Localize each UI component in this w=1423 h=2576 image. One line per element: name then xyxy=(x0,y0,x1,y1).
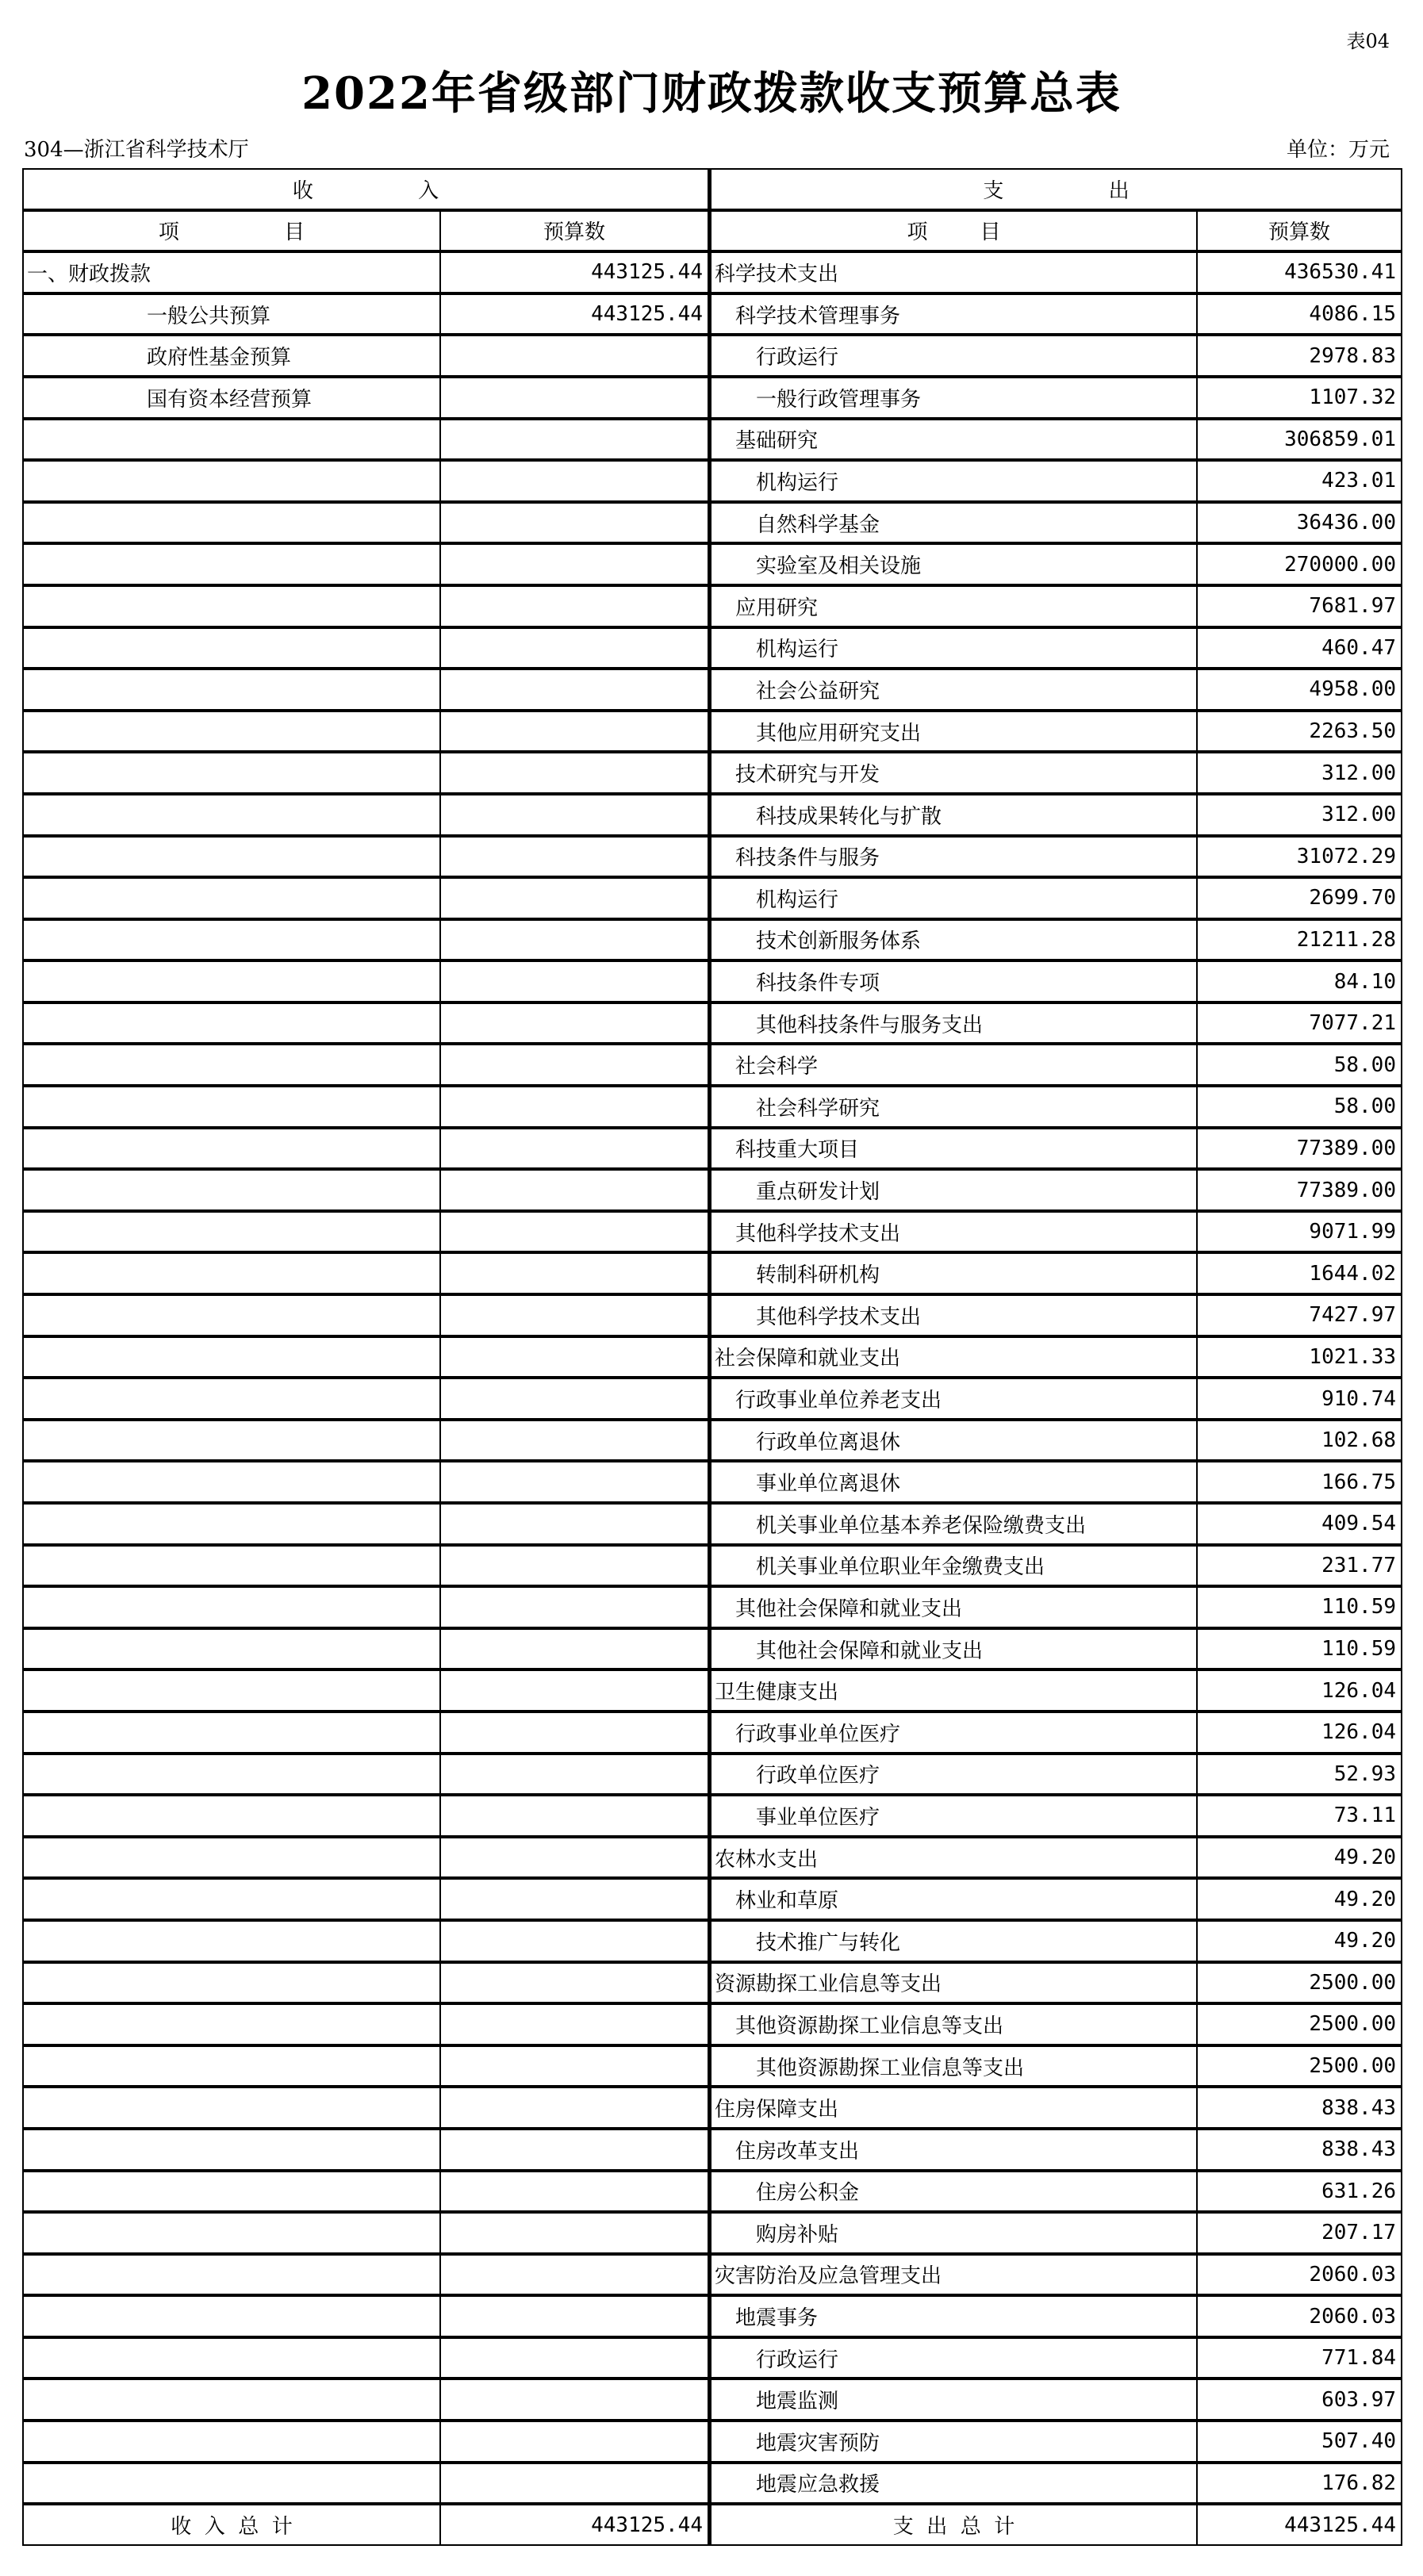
table-row xyxy=(22,1045,1402,1087)
income-item-cell xyxy=(22,1795,441,1837)
income-value-cell xyxy=(439,335,709,377)
table-row xyxy=(22,670,1402,712)
table-row xyxy=(22,629,1402,671)
expense-value-cell: 2500.00 xyxy=(1196,1962,1402,2004)
totals-row xyxy=(22,2505,1402,2547)
expense-item-cell: 科学技术支出 xyxy=(709,251,1198,293)
income-item-cell xyxy=(22,460,441,502)
expense-value-cell: 7077.21 xyxy=(1196,1002,1402,1045)
expense-value-cell: 2500.00 xyxy=(1196,2045,1402,2087)
income-value-cell xyxy=(439,1586,709,1628)
expense-value-cell: 58.00 xyxy=(1196,1044,1402,1086)
expense-item-cell: 购房补贴 xyxy=(709,2212,1198,2254)
expense-item-cell: 住房公积金 xyxy=(709,2171,1198,2213)
expense-value-cell: 409.54 xyxy=(1196,1503,1402,1545)
expense-value-cell: 270000.00 xyxy=(1196,543,1402,585)
expense-item-cell: 技术创新服务体系 xyxy=(709,919,1198,961)
expense-item-cell: 转制科研机构 xyxy=(709,1252,1198,1294)
table-header-row-2 xyxy=(22,212,1402,254)
income-item-cell xyxy=(22,836,441,878)
table-row xyxy=(22,253,1402,295)
expense-value-cell: 166.75 xyxy=(1196,1461,1402,1503)
income-item-cell xyxy=(22,877,441,919)
income-item-cell xyxy=(22,1962,441,2004)
income-value-cell xyxy=(439,1461,709,1503)
table-row xyxy=(22,1671,1402,1713)
income-item-cell xyxy=(22,502,441,544)
expense-value-cell: 312.00 xyxy=(1196,752,1402,794)
income-item-cell xyxy=(22,794,441,836)
table-row xyxy=(22,879,1402,921)
income-item-cell xyxy=(22,1128,441,1170)
table-row xyxy=(22,795,1402,838)
table-row xyxy=(22,1338,1402,1380)
expense-item-cell: 行政运行 xyxy=(709,2337,1198,2379)
income-value-cell xyxy=(439,1044,709,1086)
expense-value-cell: 460.47 xyxy=(1196,627,1402,669)
income-value-cell xyxy=(439,1128,709,1170)
income-value-cell xyxy=(439,2087,709,2129)
income-item-cell: 一般公共预算 xyxy=(22,293,441,335)
income-item-cell xyxy=(22,1628,441,1670)
income-item-cell: 国有资本经营预算 xyxy=(22,377,441,419)
income-value-cell xyxy=(439,1002,709,1045)
table-row xyxy=(22,712,1402,754)
table-row xyxy=(22,2172,1402,2214)
income-item-cell xyxy=(22,2003,441,2045)
expense-item-cell: 机构运行 xyxy=(709,460,1198,502)
income-value-cell xyxy=(439,1545,709,1587)
income-value-cell xyxy=(439,2171,709,2213)
income-value-cell xyxy=(439,2463,709,2505)
expense-item-header: 项 目 xyxy=(709,210,1198,252)
income-value-cell xyxy=(439,1503,709,1545)
table-row xyxy=(22,2256,1402,2298)
income-item-cell xyxy=(22,1837,441,1879)
expense-item-cell: 其他科技条件与服务支出 xyxy=(709,1002,1198,1045)
table-row xyxy=(22,1171,1402,1213)
income-item-cell xyxy=(22,2254,441,2296)
budget-table xyxy=(22,170,1402,2547)
table-row xyxy=(22,1004,1402,1046)
income-item-cell xyxy=(22,919,441,961)
income-item-cell xyxy=(22,1920,441,1962)
expense-item-cell: 地震应急救援 xyxy=(709,2463,1198,2505)
table-row xyxy=(22,545,1402,587)
expense-item-cell: 其他科学技术支出 xyxy=(709,1294,1198,1336)
income-item-cell xyxy=(22,1461,441,1503)
table-row xyxy=(22,2297,1402,2339)
expense-item-cell: 实验室及相关设施 xyxy=(709,543,1198,585)
income-item-cell xyxy=(22,2171,441,2213)
income-value-cell xyxy=(439,794,709,836)
income-value-cell xyxy=(439,1252,709,1294)
expense-value-cell: 110.59 xyxy=(1196,1586,1402,1628)
income-item-cell xyxy=(22,419,441,461)
income-value-cell xyxy=(439,1211,709,1253)
income-item-cell xyxy=(22,1545,441,1587)
income-value-cell xyxy=(439,752,709,794)
income-value-cell xyxy=(439,2295,709,2337)
expense-value-cell: 7427.97 xyxy=(1196,1294,1402,1336)
income-value-cell xyxy=(439,1795,709,1837)
income-value-cell xyxy=(439,1420,709,1462)
table-row xyxy=(22,1796,1402,1838)
table-row xyxy=(22,1254,1402,1296)
expense-value-cell: 603.97 xyxy=(1196,2379,1402,2421)
income-item-cell xyxy=(22,2087,441,2129)
expense-header: 支 出 xyxy=(709,168,1402,210)
table-row xyxy=(22,2422,1402,2464)
expense-item-cell: 科技成果转化与扩散 xyxy=(709,794,1198,836)
expense-item-cell: 地震事务 xyxy=(709,2295,1198,2337)
income-value-cell xyxy=(439,2254,709,2296)
income-value-cell xyxy=(439,1336,709,1378)
table-row xyxy=(22,462,1402,504)
expense-item-cell: 行政事业单位医疗 xyxy=(709,1712,1198,1754)
income-item-cell xyxy=(22,2295,441,2337)
table-row xyxy=(22,1713,1402,1755)
expense-item-cell: 地震监测 xyxy=(709,2379,1198,2421)
expense-value-cell: 838.43 xyxy=(1196,2129,1402,2171)
income-item-cell xyxy=(22,2129,441,2171)
income-item-cell xyxy=(22,1669,441,1712)
income-value-cell xyxy=(439,585,709,627)
table-row xyxy=(22,1213,1402,1255)
expense-value-cell: 31072.29 xyxy=(1196,836,1402,878)
expense-value-cell: 84.10 xyxy=(1196,960,1402,1002)
expense-budget-header: 预算数 xyxy=(1196,210,1402,252)
income-item-cell xyxy=(22,2463,441,2505)
expense-value-cell: 126.04 xyxy=(1196,1669,1402,1712)
income-value-cell xyxy=(439,1669,709,1712)
income-header: 收 入 xyxy=(22,168,709,210)
income-item-cell xyxy=(22,2212,441,2254)
expense-item-cell: 其他资源勘探工业信息等支出 xyxy=(709,2003,1198,2045)
expense-item-cell: 资源勘探工业信息等支出 xyxy=(709,1962,1198,2004)
income-budget-header: 预算数 xyxy=(439,210,709,252)
expense-value-cell: 2060.03 xyxy=(1196,2295,1402,2337)
income-item-cell xyxy=(22,1044,441,1086)
expense-value-cell: 77389.00 xyxy=(1196,1169,1402,1211)
expense-item-cell: 其他社会保障和就业支出 xyxy=(709,1628,1198,1670)
expense-item-cell: 住房改革支出 xyxy=(709,2129,1198,2171)
income-item-cell xyxy=(22,1252,441,1294)
income-value-cell xyxy=(439,2212,709,2254)
income-value-cell xyxy=(439,960,709,1002)
table-row xyxy=(22,2005,1402,2047)
table-row xyxy=(22,1880,1402,1922)
income-value-cell xyxy=(439,1878,709,1920)
expense-value-cell: 306859.01 xyxy=(1196,419,1402,461)
expense-value-cell: 631.26 xyxy=(1196,2171,1402,2213)
income-value-cell xyxy=(439,627,709,669)
expense-value-cell: 1107.32 xyxy=(1196,377,1402,419)
income-item-cell xyxy=(22,1878,441,1920)
income-item-cell xyxy=(22,1086,441,1128)
income-value-cell: 443125.44 xyxy=(439,251,709,293)
table-row xyxy=(22,587,1402,629)
table-row xyxy=(22,2130,1402,2172)
income-total-label: 收 入 总 计 xyxy=(22,2504,441,2546)
income-item-cell xyxy=(22,2045,441,2087)
income-total-value: 443125.44 xyxy=(439,2504,709,2546)
table-row xyxy=(22,420,1402,462)
expense-item-cell: 社会科学研究 xyxy=(709,1086,1198,1128)
expense-value-cell: 1021.33 xyxy=(1196,1336,1402,1378)
expense-value-cell: 102.68 xyxy=(1196,1420,1402,1462)
expense-value-cell: 110.59 xyxy=(1196,1628,1402,1670)
expense-item-cell: 其他资源勘探工业信息等支出 xyxy=(709,2045,1198,2087)
income-value-cell xyxy=(439,1169,709,1211)
expense-item-cell: 社会科学 xyxy=(709,1044,1198,1086)
expense-item-cell: 事业单位离退休 xyxy=(709,1461,1198,1503)
income-value-cell xyxy=(439,419,709,461)
expense-value-cell: 36436.00 xyxy=(1196,502,1402,544)
income-item-cell xyxy=(22,1378,441,1420)
expense-value-cell: 231.77 xyxy=(1196,1545,1402,1587)
income-item-cell xyxy=(22,2379,441,2421)
expense-value-cell: 49.20 xyxy=(1196,1837,1402,1879)
income-item-cell xyxy=(22,2337,441,2379)
table-row xyxy=(22,1421,1402,1463)
income-item-cell xyxy=(22,1503,441,1545)
expense-item-cell: 机关事业单位基本养老保险缴费支出 xyxy=(709,1503,1198,1545)
income-value-cell xyxy=(439,2379,709,2421)
expense-value-cell: 2500.00 xyxy=(1196,2003,1402,2045)
table-row xyxy=(22,1838,1402,1880)
income-item-cell xyxy=(22,627,441,669)
income-item-cell xyxy=(22,2421,441,2463)
table-header-row-1 xyxy=(22,170,1402,212)
income-value-cell xyxy=(439,2129,709,2171)
expense-value-cell: 73.11 xyxy=(1196,1795,1402,1837)
income-value-cell xyxy=(439,1754,709,1796)
income-value-cell xyxy=(439,1712,709,1754)
expense-value-cell: 2263.50 xyxy=(1196,711,1402,753)
expense-value-cell: 207.17 xyxy=(1196,2212,1402,2254)
table-row xyxy=(22,921,1402,963)
income-value-cell xyxy=(439,1628,709,1670)
expense-item-cell: 机构运行 xyxy=(709,627,1198,669)
income-value-cell xyxy=(439,377,709,419)
expense-value-cell: 21211.28 xyxy=(1196,919,1402,961)
table-row xyxy=(22,1588,1402,1630)
income-value-cell xyxy=(439,1962,709,2004)
table-number: 表04 xyxy=(1346,30,1390,52)
income-item-cell xyxy=(22,1754,441,1796)
table-row xyxy=(22,2464,1402,2506)
expense-value-cell: 77389.00 xyxy=(1196,1128,1402,1170)
income-value-cell xyxy=(439,836,709,878)
table-row xyxy=(22,1922,1402,1964)
expense-total-label: 支 出 总 计 xyxy=(709,2504,1198,2546)
table-row xyxy=(22,1547,1402,1589)
income-item-cell xyxy=(22,960,441,1002)
expense-value-cell: 2978.83 xyxy=(1196,335,1402,377)
income-item-cell xyxy=(22,1211,441,1253)
income-item-cell xyxy=(22,1294,441,1336)
income-item-cell xyxy=(22,585,441,627)
expense-value-cell: 4086.15 xyxy=(1196,293,1402,335)
expense-value-cell: 436530.41 xyxy=(1196,251,1402,293)
income-value-cell xyxy=(439,669,709,711)
income-item-cell xyxy=(22,1586,441,1628)
income-item-cell xyxy=(22,752,441,794)
income-value-cell xyxy=(439,1294,709,1336)
expense-item-cell: 住房保障支出 xyxy=(709,2087,1198,2129)
expense-value-cell: 838.43 xyxy=(1196,2087,1402,2129)
expense-value-cell: 126.04 xyxy=(1196,1712,1402,1754)
expense-value-cell: 49.20 xyxy=(1196,1920,1402,1962)
table-row xyxy=(22,1296,1402,1338)
expense-item-cell: 一般行政管理事务 xyxy=(709,377,1198,419)
income-item-cell xyxy=(22,543,441,585)
expense-item-cell: 行政事业单位养老支出 xyxy=(709,1378,1198,1420)
income-value-cell xyxy=(439,543,709,585)
table-row xyxy=(22,1462,1402,1505)
expense-total-value: 443125.44 xyxy=(1196,2504,1402,2546)
income-value-cell xyxy=(439,460,709,502)
income-item-cell: 一、财政拨款 xyxy=(22,251,441,293)
expense-value-cell: 910.74 xyxy=(1196,1378,1402,1420)
expense-item-cell: 自然科学基金 xyxy=(709,502,1198,544)
table-row xyxy=(22,1964,1402,2006)
income-item-header: 项 目 xyxy=(22,210,441,252)
expense-item-cell: 林业和草原 xyxy=(709,1878,1198,1920)
expense-item-cell: 事业单位医疗 xyxy=(709,1795,1198,1837)
expense-item-cell: 卫生健康支出 xyxy=(709,1669,1198,1712)
income-value-cell xyxy=(439,2337,709,2379)
income-item-cell xyxy=(22,669,441,711)
table-row xyxy=(22,1087,1402,1129)
expense-item-cell: 其他社会保障和就业支出 xyxy=(709,1586,1198,1628)
expense-value-cell: 771.84 xyxy=(1196,2337,1402,2379)
expense-value-cell: 2699.70 xyxy=(1196,877,1402,919)
expense-value-cell: 1644.02 xyxy=(1196,1252,1402,1294)
income-value-cell: 443125.44 xyxy=(439,293,709,335)
income-item-cell xyxy=(22,711,441,753)
income-value-cell xyxy=(439,711,709,753)
expense-item-cell: 社会公益研究 xyxy=(709,669,1198,711)
table-row xyxy=(22,1755,1402,1797)
income-value-cell xyxy=(439,1920,709,1962)
expense-item-cell: 农林水支出 xyxy=(709,1837,1198,1879)
expense-item-cell: 基础研究 xyxy=(709,419,1198,461)
expense-value-cell: 49.20 xyxy=(1196,1878,1402,1920)
income-item-cell: 政府性基金预算 xyxy=(22,335,441,377)
table-row xyxy=(22,1630,1402,1672)
expense-item-cell: 行政单位医疗 xyxy=(709,1754,1198,1796)
expense-item-cell: 灾害防治及应急管理支出 xyxy=(709,2254,1198,2296)
income-item-cell xyxy=(22,1712,441,1754)
table-row xyxy=(22,962,1402,1004)
expense-item-cell: 科学技术管理事务 xyxy=(709,293,1198,335)
income-value-cell xyxy=(439,1837,709,1879)
expense-item-cell: 重点研发计划 xyxy=(709,1169,1198,1211)
income-item-cell xyxy=(22,1169,441,1211)
expense-value-cell: 52.93 xyxy=(1196,1754,1402,1796)
income-value-cell xyxy=(439,919,709,961)
table-row xyxy=(22,2214,1402,2256)
table-row xyxy=(22,838,1402,880)
table-row xyxy=(22,295,1402,337)
unit-label: 单位：万元 xyxy=(1286,138,1390,162)
expense-value-cell: 423.01 xyxy=(1196,460,1402,502)
income-value-cell xyxy=(439,1378,709,1420)
table-row xyxy=(22,2088,1402,2130)
expense-item-cell: 科技重大项目 xyxy=(709,1128,1198,1170)
table-row xyxy=(22,1379,1402,1421)
expense-item-cell: 行政运行 xyxy=(709,335,1198,377)
income-item-cell xyxy=(22,1420,441,1462)
income-value-cell xyxy=(439,2003,709,2045)
expense-value-cell: 4958.00 xyxy=(1196,669,1402,711)
table-row xyxy=(22,2047,1402,2089)
expense-item-cell: 机关事业单位职业年金缴费支出 xyxy=(709,1545,1198,1587)
table-row xyxy=(22,753,1402,795)
expense-value-cell: 7681.97 xyxy=(1196,585,1402,627)
organization-label: 304—浙江省科学技术厅 xyxy=(24,138,249,162)
expense-value-cell: 58.00 xyxy=(1196,1086,1402,1128)
table-row xyxy=(22,2339,1402,2381)
expense-item-cell: 地震灾害预防 xyxy=(709,2421,1198,2463)
expense-item-cell: 科技条件与服务 xyxy=(709,836,1198,878)
expense-item-cell: 其他应用研究支出 xyxy=(709,711,1198,753)
expense-item-cell: 技术研究与开发 xyxy=(709,752,1198,794)
table-row xyxy=(22,2380,1402,2422)
income-value-cell xyxy=(439,2045,709,2087)
income-item-cell xyxy=(22,1002,441,1045)
page-title: 2022年省级部门财政拨款收支预算总表 xyxy=(301,67,1122,120)
table-row xyxy=(22,1129,1402,1171)
income-value-cell xyxy=(439,2421,709,2463)
table-row xyxy=(22,378,1402,420)
expense-value-cell: 176.82 xyxy=(1196,2463,1402,2505)
expense-value-cell: 2060.03 xyxy=(1196,2254,1402,2296)
expense-item-cell: 社会保障和就业支出 xyxy=(709,1336,1198,1378)
table-row xyxy=(22,1505,1402,1547)
income-item-cell xyxy=(22,1336,441,1378)
expense-item-cell: 技术推广与转化 xyxy=(709,1920,1198,1962)
income-value-cell xyxy=(439,502,709,544)
expense-value-cell: 312.00 xyxy=(1196,794,1402,836)
income-value-cell xyxy=(439,1086,709,1128)
expense-item-cell: 其他科学技术支出 xyxy=(709,1211,1198,1253)
table-row xyxy=(22,336,1402,378)
expense-item-cell: 应用研究 xyxy=(709,585,1198,627)
expense-item-cell: 行政单位离退休 xyxy=(709,1420,1198,1462)
expense-item-cell: 机构运行 xyxy=(709,877,1198,919)
expense-value-cell: 9071.99 xyxy=(1196,1211,1402,1253)
table-row xyxy=(22,504,1402,546)
income-value-cell xyxy=(439,877,709,919)
expense-value-cell: 507.40 xyxy=(1196,2421,1402,2463)
expense-item-cell: 科技条件专项 xyxy=(709,960,1198,1002)
